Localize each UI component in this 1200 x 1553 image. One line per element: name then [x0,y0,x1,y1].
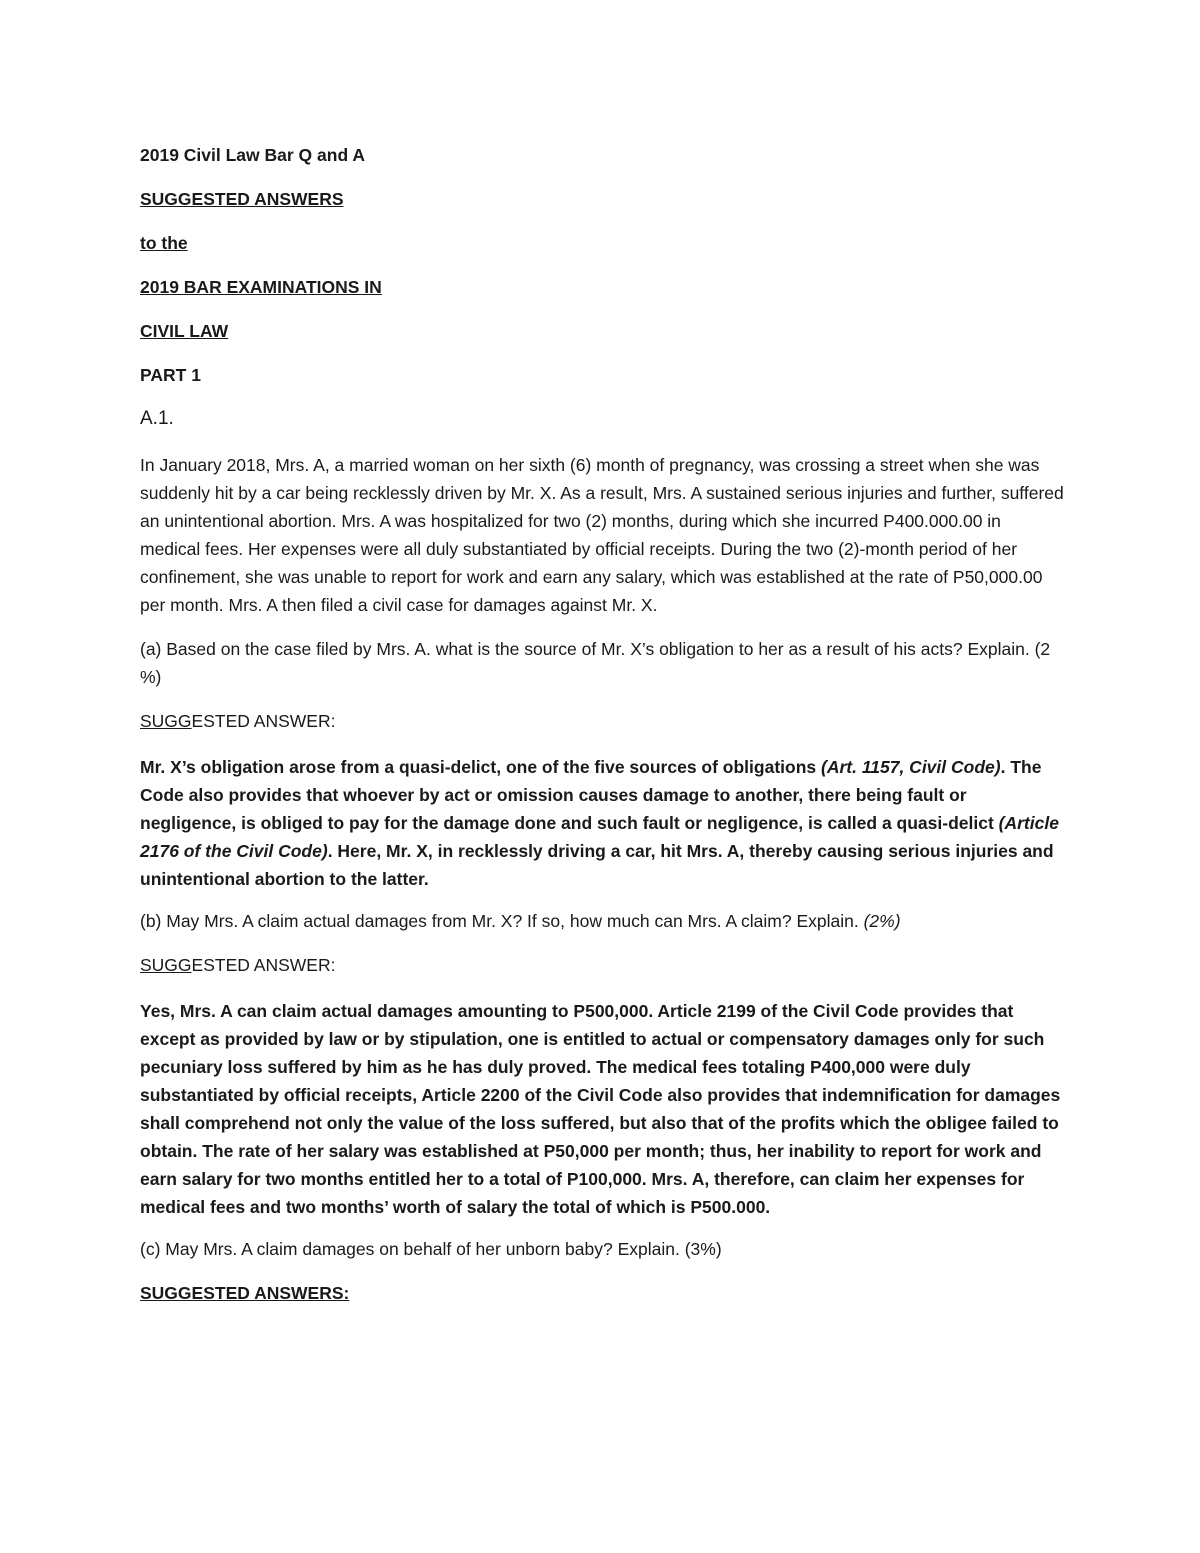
item-number: A.1. [140,408,174,429]
heading-to-the: to the [140,233,188,253]
question-a: (a) Based on the case filed by Mrs. A. what is the source of Mr. X’s obligation to her as a result of his acts? Explain. (2 %) [140,639,1051,687]
facts-paragraph: In January 2018, Mrs. A, a married woman on her sixth (6) month of pregnancy, was crossing a street when she was suddenly hit by a car being recklessly driven by Mr. X. As a result, Mrs. A sustained serious injuries and further, suffered an unintentional abortion. Mrs. A was hospitalized for two (2) months, during which she incurred P400.000.00 in medical fees. Her expenses were all duly substantiated by official receipts. During the two (2)-month period of her confinement, she was unable to report for work and earn any salary, which was established at the rate of P50,000.00 per month. Mrs. A then filed a civil case for damages against Mr. X. [140,455,1064,615]
heading-suggested-answers: SUGGESTED ANSWERS [140,189,344,209]
suggested-answer-label-b: SUGGESTED ANSWER: [140,955,336,975]
heading-part: PART 1 [140,365,201,385]
answer-a: Mr. X’s obligation arose from a quasi-delict, one of the five sources of obligations (Art. 1157, Civil Code). The Code also provides that whoever by act or omission causes damage to another, there being fault or negligence, is obliged to pay for the damage done and such fault or negligence, is called a quasi-delict (Article 2176 of the Civil Code). Here, Mr. X, in recklessly driving a car, hit Mrs. A, thereby causing serious injuries and unintentional abortion to the latter. [140,757,1059,889]
question-b: (b) May Mrs. A claim actual damages from Mr. X? If so, how much can Mrs. A claim? Explain. (2%) [140,911,901,931]
suggested-answer-label-a: SUGGESTED ANSWER: [140,711,336,731]
heading-civil-law: CIVIL LAW [140,321,229,341]
question-c: (c) May Mrs. A claim damages on behalf of her unborn baby? Explain. (3%) [140,1239,722,1259]
heading-bar-examinations: 2019 BAR EXAMINATIONS IN [140,277,382,297]
document-title: 2019 Civil Law Bar Q and A [140,145,365,165]
suggested-answers-label-c: SUGGESTED ANSWERS: [140,1283,350,1303]
document-body [140,143,1065,1325]
answer-b: Yes, Mrs. A can claim actual damages amounting to P500,000. Article 2199 of the Civil Code provides that except as provided by law or by stipulation, one is entitled to actual or compensatory damages only for such pecuniary loss suffered by him as he has duly proved. The medical fees totaling P400,000 were duly substantiated by official receipts, Article 2200 of the Civil Code also provides that indemnification for damages shall comprehend not only the value of the loss suffered, but also that of the profits which the obligee failed to obtain. The rate of her salary was established at P50,000 per month; thus, her inability to report for work and earn salary for two months entitled her to a total of P100,000. Mrs. A, therefore, can claim her expenses for medical fees and two months’ worth of salary the total of which is P500.000. [140,1001,1061,1217]
